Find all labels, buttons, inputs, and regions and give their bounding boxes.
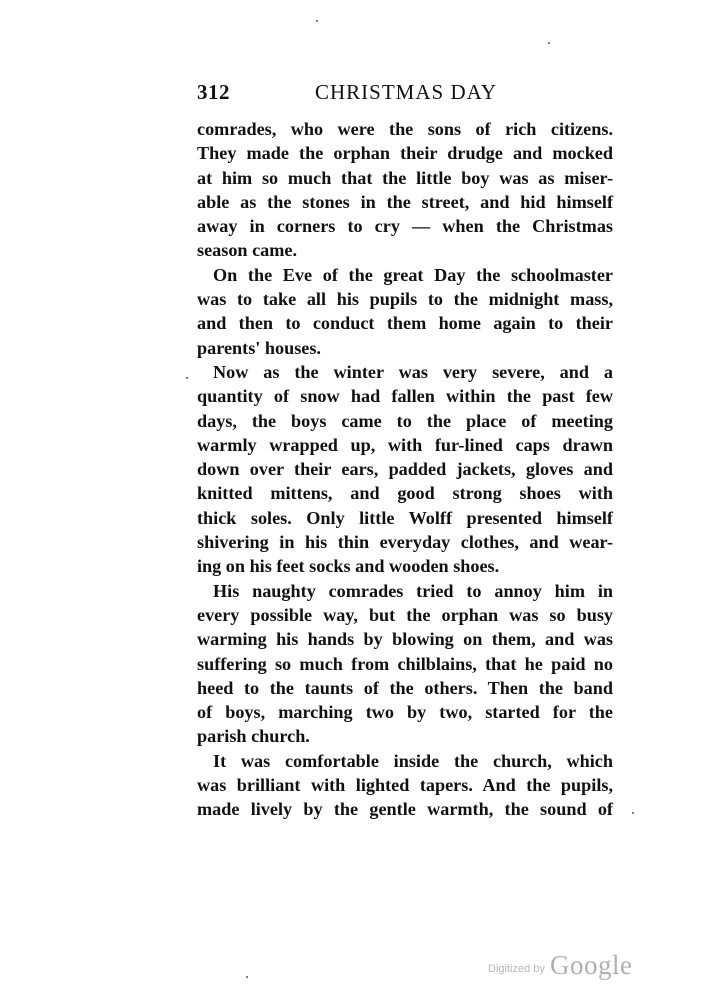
paper-speck bbox=[632, 812, 634, 814]
text-line: parish church. bbox=[197, 726, 310, 747]
text-line: They made the orphan their drudge and mocked bbox=[197, 143, 613, 164]
running-head bbox=[197, 80, 715, 110]
text-line: at him so much that the little boy was as miser- bbox=[197, 167, 613, 188]
digitized-by-google-watermark bbox=[488, 950, 648, 982]
text-line: parents' houses. bbox=[197, 337, 321, 358]
text-line: able as the stones in the street, and hid himself bbox=[197, 191, 613, 212]
paper-speck bbox=[246, 976, 248, 978]
text-line: comrades, who were the sons of rich citizens. bbox=[197, 119, 613, 139]
text-line: His naughty comrades tried to annoy him in bbox=[213, 580, 613, 601]
text-line: knitted mittens, and good strong shoes with bbox=[197, 483, 613, 504]
text-line: suffering so much from chilblains, that he paid no bbox=[197, 653, 613, 674]
text-line: On the Eve of the great Day the schoolmaster bbox=[213, 264, 613, 285]
page-number: 312 bbox=[197, 80, 230, 104]
text-line: ing on his feet socks and wooden shoes. bbox=[197, 556, 500, 577]
text-line: days, the boys came to the place of meeting bbox=[197, 410, 613, 431]
text-line: warmly wrapped up, with fur-lined caps drawn bbox=[197, 434, 613, 455]
text-line: made lively by the gentle warmth, the sound of bbox=[197, 799, 613, 820]
text-line: shivering in his thin everyday clothes, and wear- bbox=[197, 532, 613, 553]
text-line: was brilliant with lighted tapers. And the pupils, bbox=[197, 775, 613, 796]
text-line: heed to the taunts of the others. Then the band bbox=[197, 677, 613, 698]
running-title: CHRISTMAS DAY bbox=[315, 80, 498, 104]
paper-speck bbox=[548, 42, 550, 44]
text-line: away in corners to cry — when the Christmas bbox=[197, 216, 613, 237]
text-line: warming his hands by blowing on them, and was bbox=[197, 629, 613, 650]
text-line: season came. bbox=[197, 240, 298, 261]
text-line: It was comfortable inside the church, which bbox=[213, 750, 613, 771]
text-line: of boys, marching two by two, started for the bbox=[197, 702, 613, 723]
paper-speck bbox=[186, 377, 188, 379]
text-line: and then to conduct them home again to their bbox=[197, 313, 613, 334]
google-logo: Google bbox=[550, 950, 633, 980]
watermark-prefix: Digitized by bbox=[488, 963, 545, 975]
paper-speck bbox=[316, 20, 318, 22]
text-line: every possible way, but the orphan was so busy bbox=[197, 604, 613, 625]
text-line: thick soles. Only little Wolff presented himself bbox=[197, 507, 613, 528]
text-line: down over their ears, padded jackets, gloves and bbox=[197, 459, 613, 480]
body-text bbox=[197, 117, 715, 822]
text-line: quantity of snow had fallen within the past few bbox=[197, 386, 613, 407]
text-line: Now as the winter was very severe, and a bbox=[213, 361, 613, 382]
text-line: was to take all his pupils to the midnight mass, bbox=[197, 289, 613, 310]
